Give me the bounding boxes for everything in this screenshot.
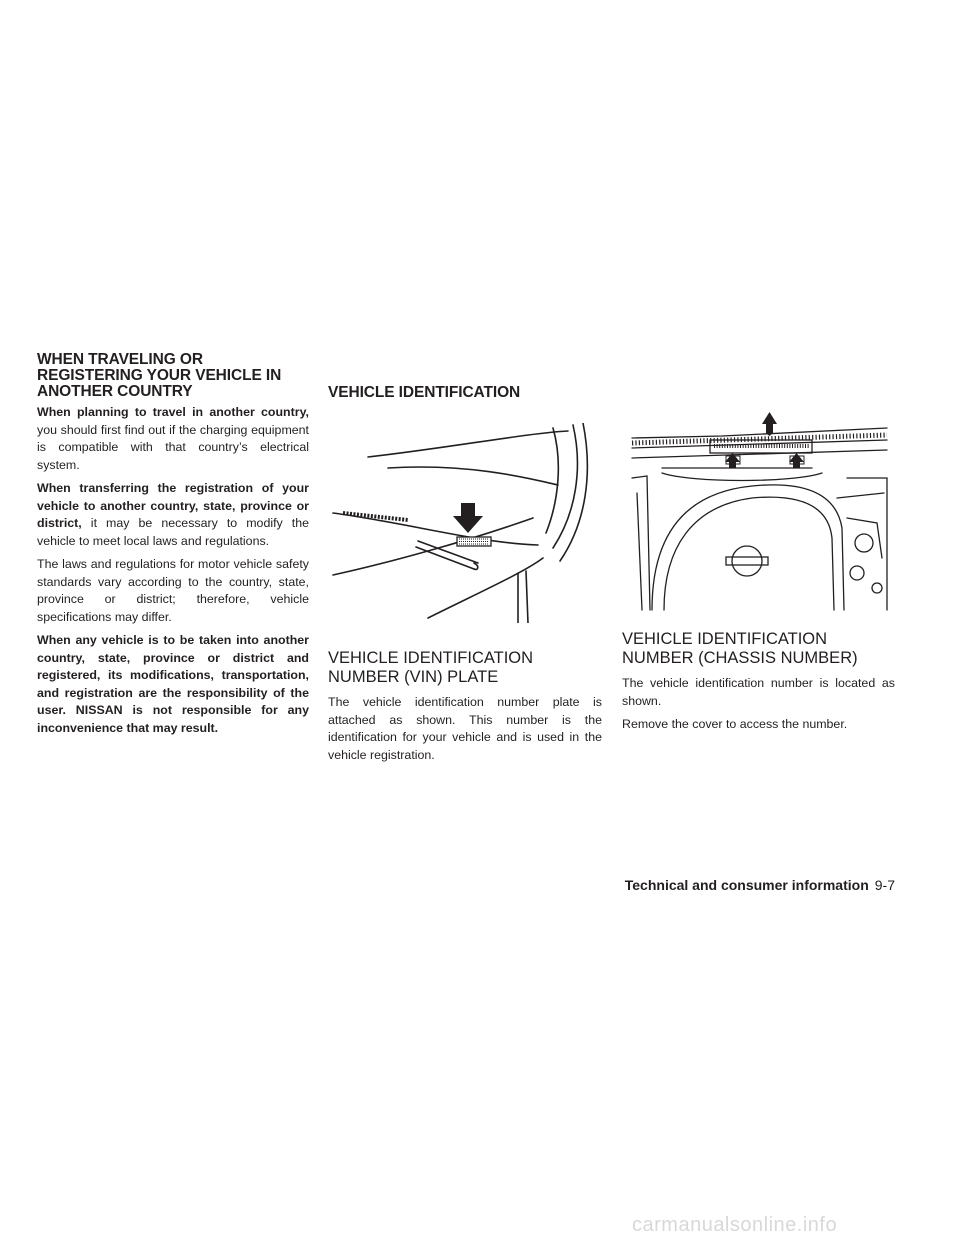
paragraph-travel-rest: you should first find out if the charging equipment is compatible with that country’s electrical system.	[37, 422, 309, 472]
right-column	[622, 398, 895, 734]
page-footer	[625, 877, 895, 893]
chassis-number-drawing	[622, 398, 895, 611]
paragraph-remove-cover: Remove the cover to access the number.	[622, 717, 848, 731]
paragraph-chassis-location: The vehicle identification number is located as shown.	[622, 676, 895, 708]
paragraph-transfer	[37, 480, 309, 550]
paragraph-vin-plate: The vehicle identification number plate is attached as shown. This number is the identification for your vehicle and is used in the vehicle registration.	[328, 695, 602, 762]
subheading-chassis-number: VEHICLE IDENTIFICATION NUMBER (CHASSIS NUMBER)	[622, 630, 858, 667]
watermark-logo-drawing	[632, 1214, 952, 1236]
paragraph-travel-lead: When planning to travel in another country,	[37, 405, 309, 419]
left-column	[37, 352, 309, 737]
paragraph-transfer-lead: When transferring the registration of your vehicle to another country, state, province or district,	[37, 481, 309, 530]
page-number: 9-7	[874, 877, 895, 893]
paragraph-transfer-rest: it may be necessary to modify the vehicle to meet local laws and regulations.	[37, 516, 309, 548]
subheading-vin-plate: VEHICLE IDENTIFICATION NUMBER (VIN) PLATE	[328, 649, 534, 686]
footer-section-title: Technical and consumer information	[624, 877, 869, 893]
paragraph-laws: The laws and regulations for motor vehicle safety standards vary according to the country, state, province or district; therefore, vehicle specifications may differ.	[37, 557, 309, 624]
left-body	[37, 404, 309, 737]
watermark-logo	[632, 1214, 952, 1236]
chassis-number-illustration	[622, 398, 895, 611]
middle-column	[328, 385, 602, 764]
vin-plate-drawing	[328, 423, 602, 623]
svg-text:carmanualsonline.info: carmanualsonline.info	[632, 1214, 838, 1236]
heading-traveling-registering: WHEN TRAVELING OR REGISTERING YOUR VEHICLE IN ANOTHER COUNTRY	[37, 351, 282, 400]
paragraph-travel	[37, 404, 309, 474]
vin-plate-illustration	[328, 423, 602, 623]
heading-vehicle-identification: VEHICLE IDENTIFICATION	[328, 384, 521, 401]
paragraph-responsibility: When any vehicle is to be taken into another country, state, province or district and registered, its modifications, transportation, and registration are the responsibility of the user. NISSAN is not responsible for any inconvenience that may result.	[37, 633, 309, 735]
right-body	[622, 675, 895, 734]
